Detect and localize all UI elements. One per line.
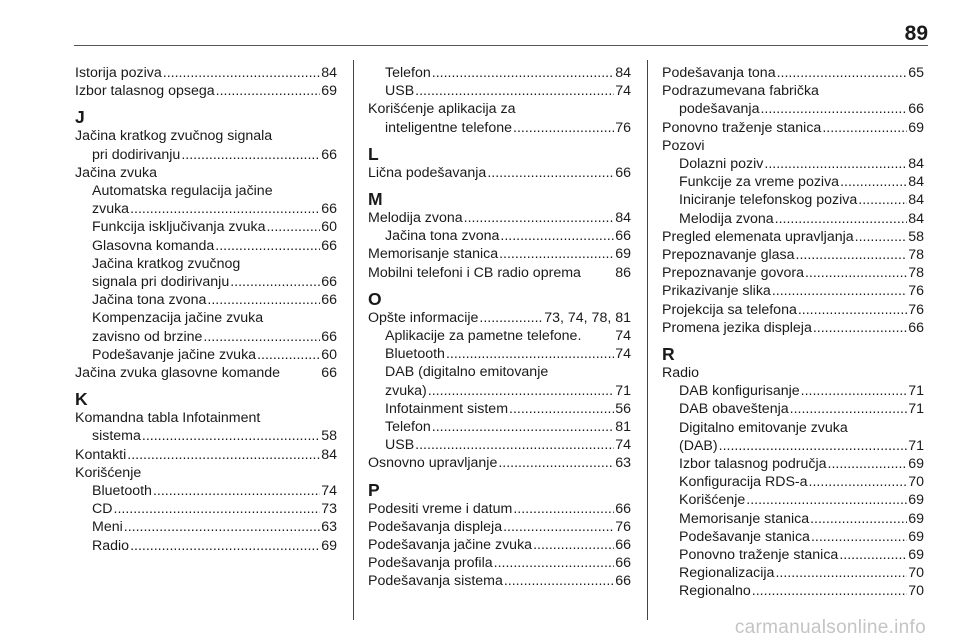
index-entry bbox=[662, 582, 924, 600]
page-reference: 69 bbox=[321, 83, 337, 100]
entry-label: zvuka) bbox=[385, 382, 427, 399]
leader-dots bbox=[513, 500, 614, 518]
entry-label: Jačina zvuka glasovne komande bbox=[75, 365, 281, 382]
leader-dots bbox=[822, 119, 907, 137]
index-entry bbox=[662, 119, 924, 137]
index-entry bbox=[368, 327, 631, 345]
entry-label: Podešavanje jačine zvuka bbox=[92, 346, 257, 363]
page-reference: 66 bbox=[615, 164, 631, 181]
leader-dots bbox=[811, 528, 907, 546]
entry-label: pri dodirivanju bbox=[92, 146, 181, 163]
page-reference: 69 bbox=[908, 119, 924, 136]
index-entry bbox=[75, 291, 337, 309]
page-reference: 66 bbox=[321, 201, 337, 218]
entry-label: Podešavanje stanica bbox=[679, 528, 810, 545]
entry-label: Funkcija isključivanja zvuka bbox=[92, 219, 266, 236]
leader-dots bbox=[775, 210, 908, 228]
entry-label: Podešavanja displeja bbox=[368, 518, 503, 535]
page-reference: 58 bbox=[321, 428, 337, 445]
index-heading: Podrazumevana fabrička bbox=[662, 83, 819, 100]
index-entry bbox=[368, 572, 631, 590]
entry-label: Prepoznavanje govora bbox=[662, 265, 804, 282]
page-reference: 69 bbox=[615, 246, 631, 263]
entry-label: Aplikacije za pametne telefone. bbox=[385, 328, 582, 345]
page-reference: 69 bbox=[908, 547, 924, 564]
entry-label: Prikazivanje slika bbox=[662, 283, 771, 300]
index-entry bbox=[75, 218, 337, 236]
index-entry bbox=[662, 528, 924, 546]
index-entry bbox=[662, 264, 924, 282]
leader-dots bbox=[494, 554, 615, 572]
leader-dots bbox=[207, 291, 320, 309]
index-entry bbox=[368, 119, 631, 137]
index-entry bbox=[662, 564, 924, 582]
index-entry bbox=[75, 446, 337, 464]
index-entry bbox=[662, 64, 924, 82]
entry-label: Jačina tona zvona bbox=[92, 292, 207, 309]
page-reference: 66 bbox=[321, 292, 337, 309]
index-entry bbox=[75, 500, 337, 518]
section-letter: P bbox=[368, 479, 380, 500]
leader-dots bbox=[487, 164, 614, 182]
index-entry bbox=[662, 437, 924, 455]
index-entry bbox=[368, 309, 631, 327]
entry-label: Regionalno bbox=[679, 583, 751, 600]
leader-dots bbox=[498, 454, 614, 472]
index-entry bbox=[75, 537, 337, 555]
index-entry bbox=[368, 536, 631, 554]
page-reference: 84 bbox=[908, 192, 924, 209]
section-letter: J bbox=[75, 107, 85, 128]
index-entry bbox=[368, 245, 631, 263]
index-heading: Automatska regulacija jačine bbox=[92, 183, 273, 200]
page-reference: 74 bbox=[615, 346, 631, 363]
index-entry bbox=[368, 436, 631, 454]
leader-dots bbox=[746, 491, 907, 509]
page-reference: 66 bbox=[908, 319, 924, 336]
entry-label: CD bbox=[92, 501, 113, 518]
entry-label: Prepoznavanje glasa bbox=[662, 247, 795, 264]
page-reference: 66 bbox=[615, 500, 631, 517]
page-reference: 60 bbox=[321, 346, 337, 363]
column-divider bbox=[647, 60, 648, 620]
leader-dots bbox=[500, 227, 614, 245]
page-reference: 84 bbox=[908, 156, 924, 173]
index-entry bbox=[662, 228, 924, 246]
index-entry bbox=[75, 200, 337, 218]
entry-label: Podešavanja sistema bbox=[368, 573, 503, 590]
page-reference: 70 bbox=[908, 474, 924, 491]
leader-dots bbox=[446, 345, 614, 363]
entry-label: Bluetooth bbox=[385, 346, 445, 363]
leader-dots bbox=[181, 146, 320, 164]
page-reference: 76 bbox=[908, 301, 924, 318]
leader-dots bbox=[775, 564, 907, 582]
page-reference: 84 bbox=[615, 65, 631, 81]
entry-label: Memorisanje stanica bbox=[368, 246, 499, 263]
index-entry bbox=[662, 155, 924, 173]
leader-dots bbox=[215, 237, 320, 255]
index-entry bbox=[368, 518, 631, 536]
entry-label: Telefon bbox=[385, 419, 431, 436]
leader-dots bbox=[503, 518, 614, 536]
index-entry bbox=[368, 164, 631, 182]
entry-label: Bluetooth bbox=[92, 483, 152, 500]
entry-label: Promena jezika displeja bbox=[662, 319, 812, 336]
entry-label: inteligentne telefone bbox=[385, 119, 513, 136]
entry-label: Korišćenje bbox=[679, 492, 746, 509]
leader-dots bbox=[855, 228, 908, 246]
page-reference: 74 bbox=[321, 483, 337, 500]
leader-dots bbox=[760, 100, 907, 118]
leader-dots bbox=[840, 173, 907, 191]
entry-label: zvuka bbox=[92, 201, 130, 218]
page-reference: 63 bbox=[321, 519, 337, 536]
page-reference: 69 bbox=[908, 510, 924, 527]
leader-dots bbox=[772, 282, 907, 300]
index-heading: Korišćenje bbox=[75, 464, 142, 481]
index-heading: Jačina kratkog zvučnog signala bbox=[75, 128, 273, 145]
leader-dots bbox=[533, 536, 614, 554]
leader-dots bbox=[796, 246, 908, 264]
page-reference: 70 bbox=[908, 583, 924, 600]
index-entry bbox=[662, 546, 924, 564]
page-reference: 66 bbox=[321, 365, 337, 382]
index-entry bbox=[368, 64, 631, 82]
section-letter: O bbox=[368, 288, 382, 309]
section-letter: L bbox=[368, 143, 379, 164]
index-entry bbox=[662, 510, 924, 528]
index-entry bbox=[368, 500, 631, 518]
entry-label: Melodija zvona bbox=[368, 210, 463, 227]
index-entry bbox=[662, 282, 924, 300]
index-heading: Radio bbox=[662, 365, 700, 382]
index-entry bbox=[368, 227, 631, 245]
entry-label: (DAB) bbox=[679, 437, 718, 454]
index-entry bbox=[75, 146, 337, 164]
page-reference: 71 bbox=[615, 382, 631, 399]
index-entry bbox=[75, 82, 337, 100]
leader-dots bbox=[810, 510, 907, 528]
leader-dots bbox=[777, 64, 908, 82]
page-reference: 66 bbox=[321, 146, 337, 163]
leader-dots bbox=[809, 473, 908, 491]
entry-label: Mobilni telefoni i CB radio oprema bbox=[368, 264, 581, 281]
index-heading: Digitalno emitovanje zvuka bbox=[679, 419, 848, 436]
leader-dots bbox=[764, 155, 907, 173]
page-reference: 81 bbox=[615, 419, 631, 436]
page-reference: 69 bbox=[908, 456, 924, 473]
page-reference: 69 bbox=[908, 492, 924, 509]
leader-dots bbox=[479, 309, 543, 327]
section-letter: K bbox=[75, 389, 88, 410]
entry-label: Ponovno traženje stanica bbox=[662, 119, 822, 136]
leader-dots bbox=[127, 446, 320, 464]
index-entry bbox=[662, 319, 924, 337]
entry-label: podešavanja bbox=[679, 101, 760, 118]
index-column-3 bbox=[662, 64, 924, 601]
page-reference: 65 bbox=[908, 65, 924, 81]
page-reference: 86 bbox=[615, 264, 631, 281]
page-reference: 66 bbox=[321, 274, 337, 291]
page-reference: 73, 74, 78, 81 bbox=[544, 309, 631, 326]
leader-dots bbox=[509, 400, 614, 418]
index-entry bbox=[368, 264, 631, 282]
index-entry bbox=[662, 491, 924, 509]
entry-label: DAB konfigurisanje bbox=[679, 383, 800, 400]
page-reference: 66 bbox=[321, 237, 337, 254]
index-entry bbox=[368, 554, 631, 572]
page-reference: 66 bbox=[908, 101, 924, 118]
page-reference: 84 bbox=[615, 210, 631, 227]
entry-label: Regionalizacija bbox=[679, 565, 775, 582]
index-heading: Jačina kratkog zvučnog bbox=[92, 255, 241, 272]
leader-dots bbox=[752, 582, 907, 600]
page-reference: 84 bbox=[321, 65, 337, 81]
leader-dots bbox=[415, 436, 614, 454]
page-reference: 66 bbox=[615, 555, 631, 572]
index-heading: DAB (digitalno emitovanje bbox=[385, 364, 549, 381]
leader-dots bbox=[499, 245, 614, 263]
index-column-1 bbox=[75, 64, 337, 555]
leader-dots bbox=[828, 455, 908, 473]
page-reference: 78 bbox=[908, 247, 924, 264]
leader-dots bbox=[504, 572, 614, 590]
entry-label: USB bbox=[385, 83, 415, 100]
leader-dots bbox=[153, 482, 320, 500]
entry-label: Podešavanja tona bbox=[662, 65, 776, 81]
watermark: carmanualsonline.info bbox=[734, 617, 926, 638]
index-entry bbox=[662, 210, 924, 228]
leader-dots bbox=[415, 82, 614, 100]
page-reference: 70 bbox=[908, 565, 924, 582]
index-heading: Komandna tabla Infotainment bbox=[75, 410, 261, 427]
entry-label: Podešavanja profila bbox=[368, 555, 493, 572]
entry-label: Glasovna komanda bbox=[92, 237, 215, 254]
index-entry bbox=[75, 482, 337, 500]
index-entry bbox=[368, 209, 631, 227]
leader-dots bbox=[858, 191, 907, 209]
entry-label: DAB obaveštenja bbox=[679, 401, 789, 418]
leader-dots bbox=[798, 301, 907, 319]
entry-label: signala pri dodirivanju bbox=[92, 274, 230, 291]
entry-label: USB bbox=[385, 437, 415, 454]
entry-label: Lična podešavanja bbox=[368, 164, 487, 181]
leader-dots bbox=[719, 437, 908, 455]
page-number: 89 bbox=[904, 22, 928, 45]
page-reference: 69 bbox=[321, 537, 337, 554]
entry-label: Projekcija sa telefona bbox=[662, 301, 797, 318]
leader-dots bbox=[790, 400, 908, 418]
index-entry bbox=[368, 454, 631, 472]
index-entry bbox=[75, 273, 337, 291]
index-entry bbox=[75, 427, 337, 445]
page-reference: 60 bbox=[321, 219, 337, 236]
leader-dots bbox=[163, 64, 320, 82]
page-reference: 76 bbox=[615, 518, 631, 535]
page-reference: 71 bbox=[908, 383, 924, 400]
index-entry bbox=[662, 191, 924, 209]
page-reference: 63 bbox=[615, 455, 631, 472]
entry-label: Pregled elemenata upravljanja bbox=[662, 228, 854, 245]
entry-label: Konfiguracija RDS-a bbox=[679, 474, 808, 491]
leader-dots bbox=[142, 427, 320, 445]
page-reference: 74 bbox=[615, 83, 631, 100]
page-reference: 84 bbox=[908, 210, 924, 227]
section-letter: R bbox=[662, 344, 675, 365]
index-heading: Pozovi bbox=[662, 137, 705, 154]
page-reference: 69 bbox=[908, 528, 924, 545]
page-reference: 58 bbox=[908, 228, 924, 245]
index-heading: Korišćenje aplikacija za bbox=[368, 101, 516, 118]
entry-label: Radio bbox=[92, 537, 130, 554]
leader-dots bbox=[432, 418, 614, 436]
entry-label: Osnovno upravljanje bbox=[368, 455, 498, 472]
index-entry bbox=[75, 237, 337, 255]
index-column-2 bbox=[368, 64, 631, 591]
index-entry bbox=[368, 82, 631, 100]
index-entry bbox=[75, 518, 337, 536]
entry-label: Jačina tona zvona bbox=[385, 228, 500, 245]
entry-label: Memorisanje stanica bbox=[679, 510, 810, 527]
leader-dots bbox=[839, 546, 907, 564]
entry-label: Izbor talasnog opsega bbox=[75, 83, 215, 100]
page-reference: 74 bbox=[615, 328, 631, 345]
index-entry bbox=[662, 246, 924, 264]
entry-label: Ponovno traženje stanica bbox=[679, 547, 839, 564]
page-reference: 84 bbox=[908, 174, 924, 191]
leader-dots bbox=[801, 382, 908, 400]
entry-label: Telefon bbox=[385, 65, 431, 81]
leader-dots bbox=[230, 273, 320, 291]
leader-dots bbox=[428, 382, 614, 400]
entry-label: Podešavanja jačine zvuka bbox=[368, 537, 533, 554]
page-reference: 76 bbox=[615, 119, 631, 136]
page-reference: 66 bbox=[321, 328, 337, 345]
index-entry bbox=[368, 345, 631, 363]
page-reference: 84 bbox=[321, 446, 337, 463]
entry-label: Iniciranje telefonskog poziva bbox=[679, 192, 858, 209]
entry-label: Infotainment sistem bbox=[385, 400, 509, 417]
index-entry bbox=[662, 400, 924, 418]
entry-label: Podesiti vreme i datum bbox=[368, 500, 513, 517]
leader-dots bbox=[216, 82, 321, 100]
leader-dots bbox=[805, 264, 907, 282]
index-entry bbox=[75, 364, 337, 382]
page-reference: 56 bbox=[615, 400, 631, 417]
index-entry bbox=[662, 455, 924, 473]
leader-dots bbox=[432, 64, 614, 82]
section-letter: M bbox=[368, 189, 383, 210]
page-reference: 66 bbox=[615, 573, 631, 590]
page-reference: 71 bbox=[908, 437, 924, 454]
index-heading: Kompenzacija jačine zvuka bbox=[92, 310, 264, 327]
entry-label: Melodija zvona bbox=[679, 210, 774, 227]
leader-dots bbox=[130, 537, 320, 555]
leader-dots bbox=[266, 218, 320, 236]
index-entry bbox=[662, 473, 924, 491]
index-entry bbox=[368, 382, 631, 400]
entry-label: sistema bbox=[92, 428, 141, 445]
index-entry bbox=[75, 346, 337, 364]
index-heading: Jačina zvuka bbox=[75, 164, 158, 181]
index-entry bbox=[368, 418, 631, 436]
leader-dots bbox=[114, 500, 321, 518]
page-reference: 78 bbox=[908, 265, 924, 282]
index-entry bbox=[75, 64, 337, 82]
entry-label: Meni bbox=[92, 519, 123, 536]
entry-label: Istorija poziva bbox=[75, 65, 162, 81]
leader-dots bbox=[124, 518, 320, 536]
page-reference: 71 bbox=[908, 401, 924, 418]
entry-label: Opšte informacije bbox=[368, 309, 479, 326]
page-reference: 73 bbox=[321, 501, 337, 518]
leader-dots bbox=[257, 346, 320, 364]
page-reference: 74 bbox=[615, 437, 631, 454]
entry-label: Izbor talasnog područja bbox=[679, 456, 827, 473]
leader-dots bbox=[464, 209, 615, 227]
entry-label: zavisno od brzine bbox=[92, 328, 203, 345]
index-entry bbox=[662, 173, 924, 191]
leader-dots bbox=[813, 319, 907, 337]
entry-label: Kontakti bbox=[75, 446, 127, 463]
index-entry bbox=[75, 328, 337, 346]
header-rule bbox=[74, 45, 928, 46]
page-reference: 66 bbox=[615, 537, 631, 554]
column-divider bbox=[353, 60, 354, 620]
leader-dots bbox=[130, 200, 320, 218]
index-entry bbox=[662, 100, 924, 118]
index-entry bbox=[662, 301, 924, 319]
leader-dots bbox=[203, 328, 320, 346]
leader-dots bbox=[513, 119, 614, 137]
page-reference: 66 bbox=[615, 228, 631, 245]
entry-label: Dolazni poziv bbox=[679, 156, 764, 173]
entry-label: Funkcije za vreme poziva bbox=[679, 174, 840, 191]
page-reference: 76 bbox=[908, 283, 924, 300]
index-entry bbox=[368, 400, 631, 418]
index-entry bbox=[662, 382, 924, 400]
